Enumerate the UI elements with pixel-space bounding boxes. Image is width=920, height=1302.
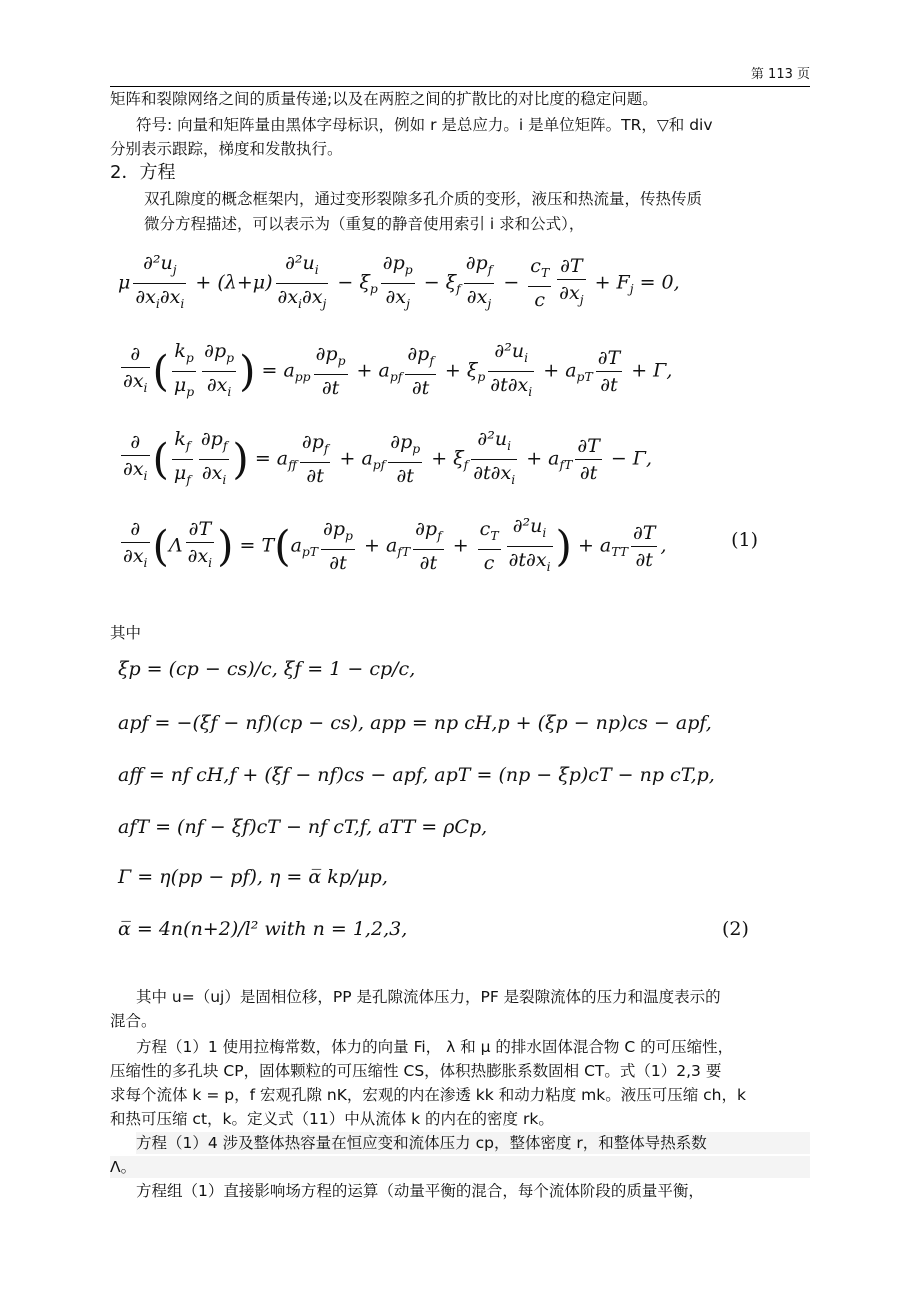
- body-p2-line-4: 和热可压缩 ct，k。定义式（11）中从流体 k 的内在的密度 rk。: [110, 1110, 554, 1128]
- section-para-line-1: 双孔隙度的概念框架内，通过变形裂隙多孔介质的变形，液压和热流量，传热传质: [144, 190, 703, 208]
- body-p1-line-2: 混合。: [110, 1012, 157, 1030]
- equation-1-line-4: $\frac{\partial}{\partial x_i}$ (Λ $\frac{\partial T}{\partial x_i}$ ) = $T(a_{pT}$ $\frac{\partial p_p}{\partial t}$ + $a_{fT}$ $\frac{\partial p_f}{\partial t}$ + $\frac{c_T}{c}$ $\frac{\partial^2u_i}{\partial t\partial x_i}$ ) + $a_{TT}$ $\frac{\partial T}{\partial t}$ , (1): [123, 515, 758, 575]
- equation-2-line-2: apf = −(ξf − nf)(cp − cs), app = np cH,p + (ξp − np)cs − apf,: [118, 712, 712, 734]
- body-p3-line-1: 方程（1）4 涉及整体热容量在恒应变和流体压力 cp，整体密度 r，和整体导热系数: [136, 1132, 810, 1154]
- section-heading: 2．方程: [110, 162, 176, 183]
- body-p4-line-1: 方程组（1）直接影响场方程的运算（动量平衡的混合，每个流体阶段的质量平衡，: [136, 1182, 704, 1200]
- equation-2-number: (2): [722, 918, 749, 940]
- intro-line-3: 分别表示跟踪，梯度和发散执行。: [110, 140, 343, 158]
- page-number: 第 113 页: [750, 67, 810, 82]
- equation-2-line-6: α̅ = 4n(n+2)/l² with n = 1,2,3,: [118, 918, 408, 940]
- body-p1-line-1: 其中 u=（uj）是固相位移，PP 是孔隙流体压力，PF 是裂隙流体的压力和温度表示的: [136, 988, 721, 1006]
- intro-line-2: 符号: 向量和矩阵量由黑体字母标识，例如 r 是总应力。i 是单位矩阵。TR，▽和 div: [136, 116, 713, 134]
- page-header: [110, 66, 810, 87]
- body-p2-line-1: 方程（1）1 使用拉梅常数，体力的向量 Fi， λ 和 μ 的排水固体混合物 C 的可压缩性，: [136, 1038, 734, 1056]
- where-label: 其中: [110, 624, 142, 642]
- section-para-line-2: 微分方程描述，可以表示为（重复的静音使用索引 i 求和公式），: [144, 215, 585, 233]
- equation-2-line-1: ξp = (cp − cs)/c, ξf = 1 − cp/c,: [118, 658, 416, 680]
- equation-1-line-2: $\frac{\partial}{\partial x_i}$ ( $\frac{k_p}{\mu_p}$ $\frac{\partial p_p}{\partial x_i}$ ) = $a_{pp}$ $\frac{\partial p_p}{\partial t}$ + $a_{pf}$ $\frac{\partial p_f}{\partial t}$ + $\xi_p$ $\frac{\partial^2u_i}{\partial t\partial x_i}$ + $a_{pT}$ $\frac{\partial T}{\partial t}$ + Γ,: [123, 340, 673, 400]
- equation-1-line-3: $\frac{\partial}{\partial x_i}$ ( $\frac{k_f}{\mu_f}$ $\frac{\partial p_f}{\partial x_i}$ ) = $a_{ff}$ $\frac{\partial p_f}{\partial t}$ + $a_{pf}$ $\frac{\partial p_p}{\partial t}$ + $\xi_f$ $\frac{\partial^2u_i}{\partial t\partial x_i}$ + $a_{fT}$ $\frac{\partial T}{\partial t}$ − Γ,: [123, 428, 653, 488]
- equation-2-line-3: aff = nf cH,f + (ξf − nf)cs − apf, apT = (np − ξp)cT − np cT,p,: [118, 764, 715, 786]
- equation-2-line-5: Γ = η(pp − pf), η = α̅ kp/μp,: [118, 866, 388, 888]
- body-p3-line-2: Λ。: [110, 1156, 810, 1178]
- body-p2-line-3: 求每个流体 k = p，f 宏观孔隙 nK，宏观的内在渗透 kk 和动力粘度 mk。液压可压缩 ch，k: [110, 1086, 746, 1104]
- intro-line-1: 矩阵和裂隙网络之间的质量传递;以及在两腔之间的扩散比的对比度的稳定问题。: [110, 90, 658, 108]
- equation-2-line-4: afT = (nf − ξf)cT − nf cT,f, aTT = ρCp,: [118, 816, 488, 838]
- equation-1-number: (1): [731, 529, 758, 551]
- body-p2-line-2: 压缩性的多孔块 CP，固体颗粒的可压缩性 CS，体积热膨胀系数固相 CT。式（1）2,3 要: [110, 1062, 722, 1080]
- equation-1-line-1: μ $\frac{\partial^2u_j}{\partial x_i\partial x_i}$ + (λ+μ) $\frac{\partial^2u_i}{\partial x_i\partial x_j}$ − $\xi_p$ $\frac{\partial p_p}{\partial x_j}$ − $\xi_f$ $\frac{\partial p_f}{\partial x_j}$ − $\frac{c_T}{c}$ $\frac{\partial T}{\partial x_j}$ + $F_j = 0$,: [118, 252, 680, 312]
